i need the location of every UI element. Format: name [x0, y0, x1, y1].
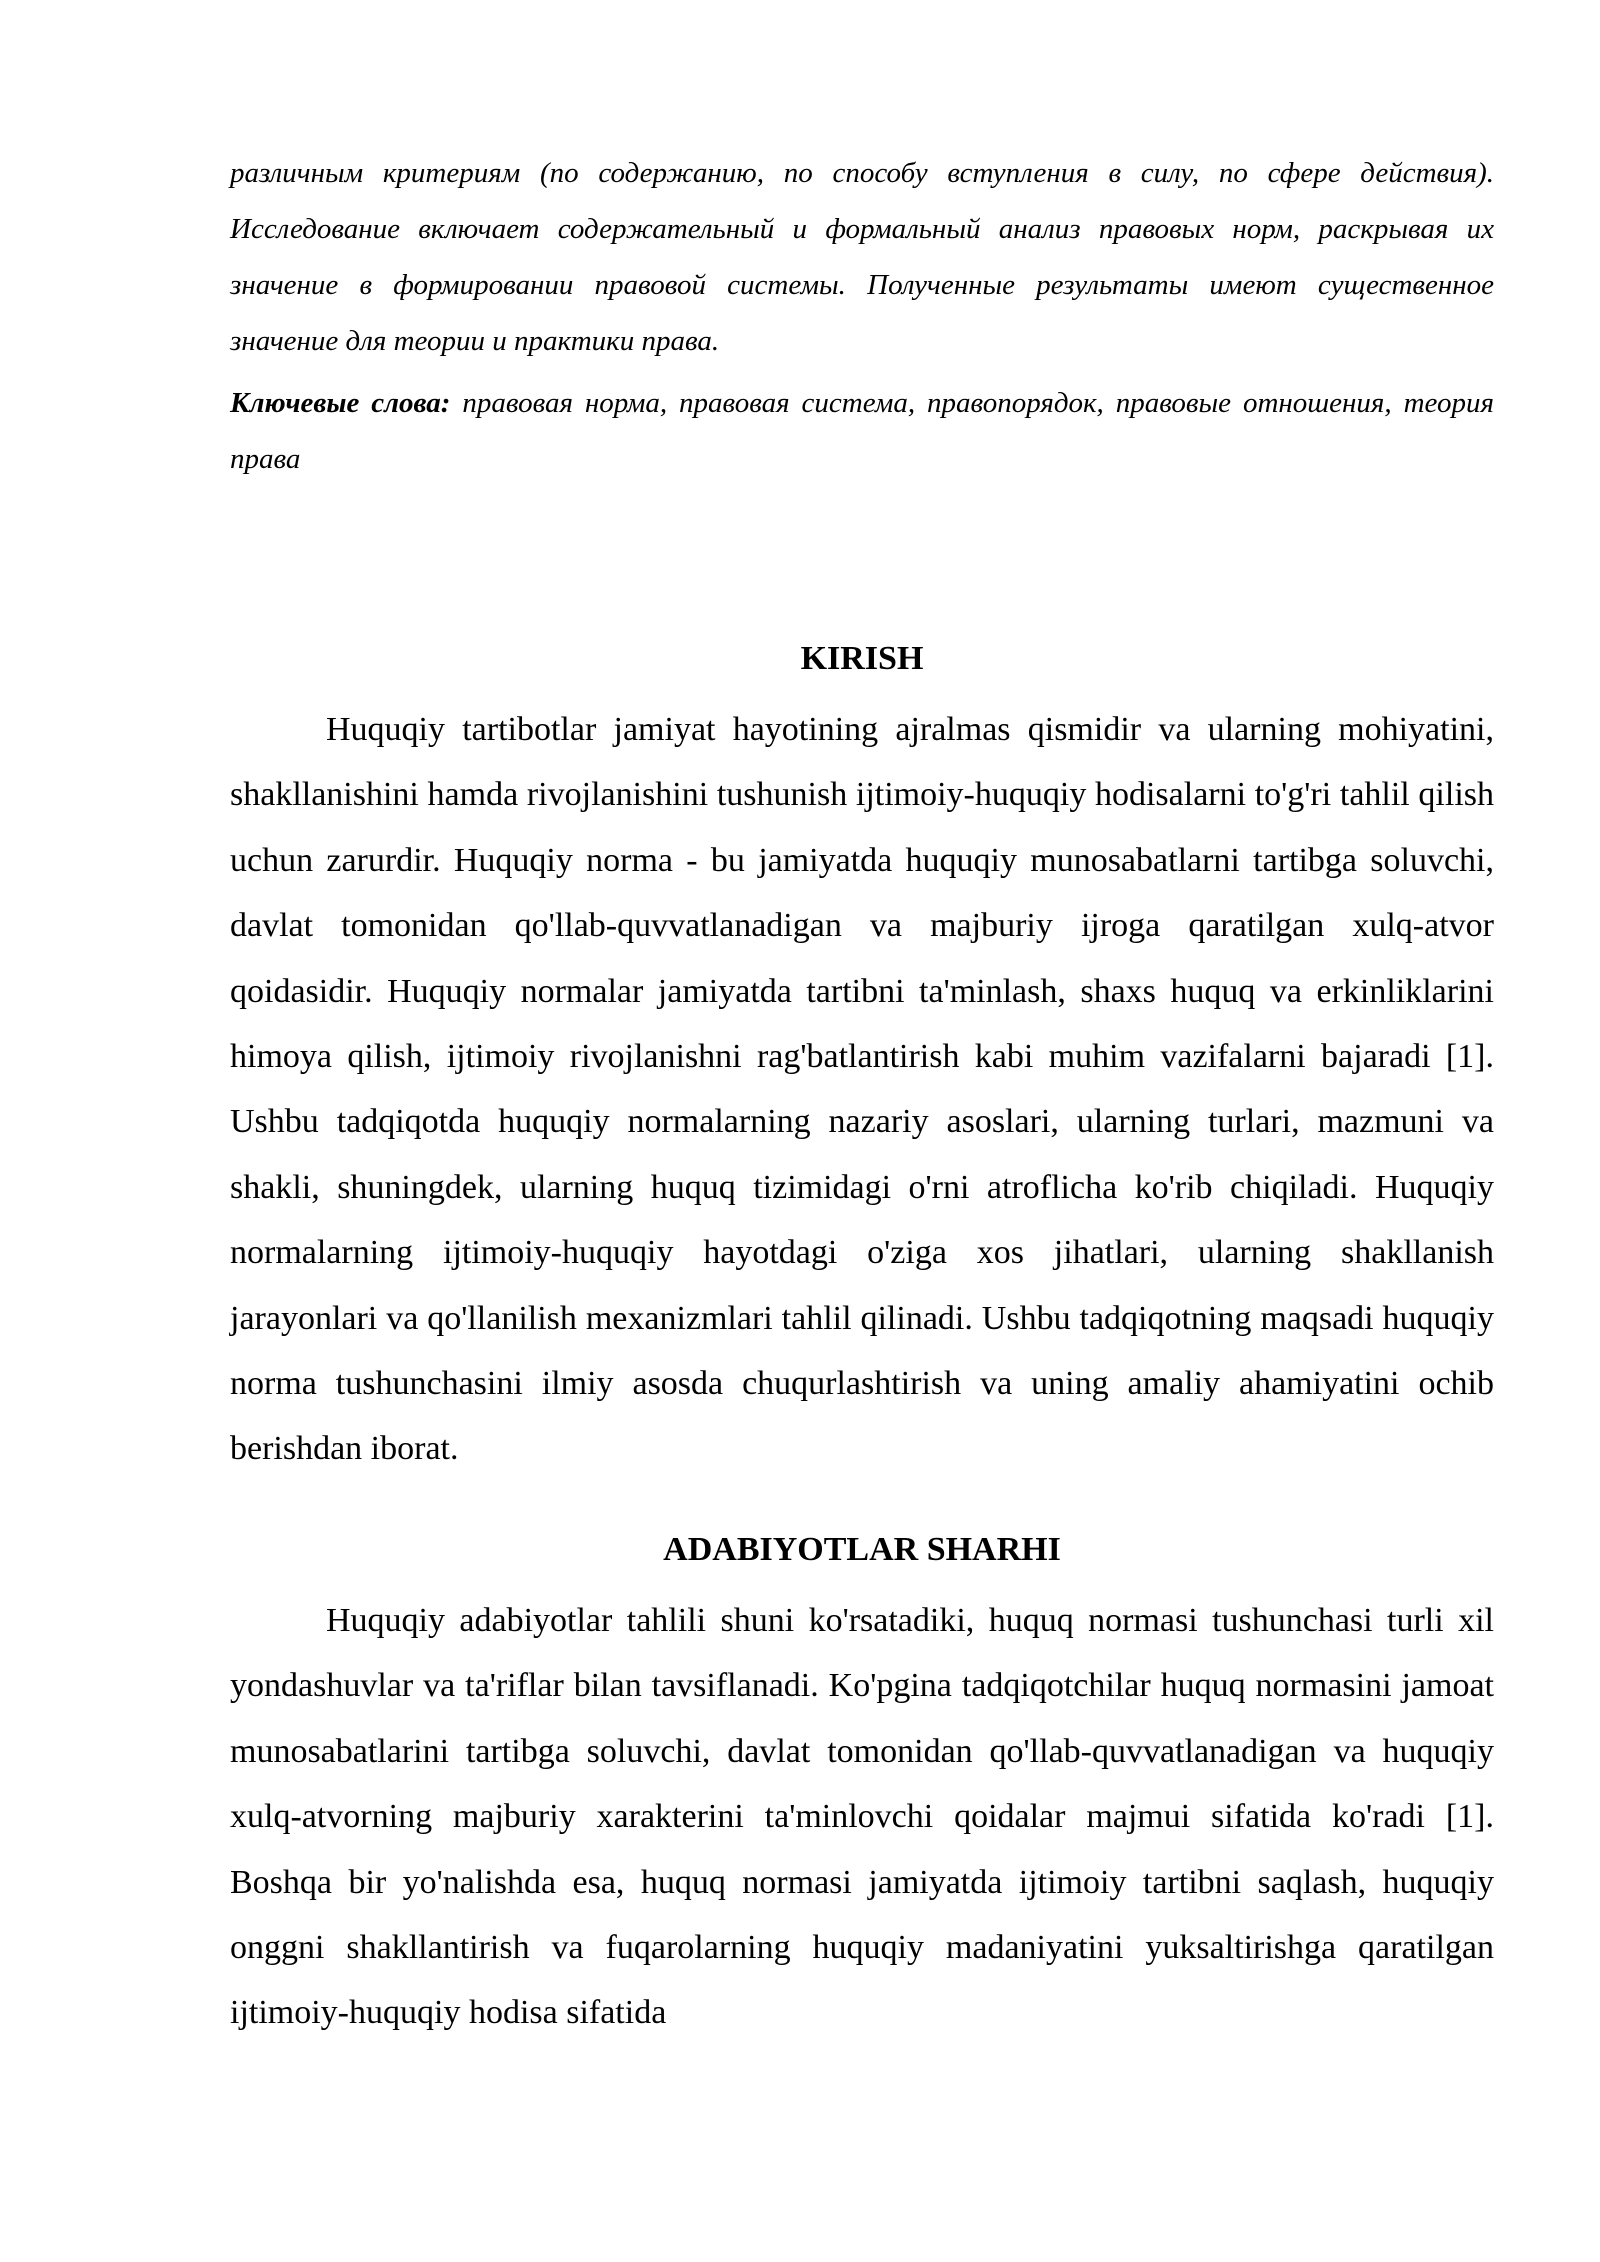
- keywords-list: правовая норма, правовая система, правопорядок, правовые отношения, теория права: [230, 387, 1494, 475]
- section-heading-adabiyotlar: ADABIYOTLAR SHARHI: [663, 1530, 1061, 1568]
- keywords-line: [230, 375, 1494, 487]
- keywords-label: Ключевые слова:: [230, 387, 451, 419]
- abstract-text: различным критериям (по содержанию, по способу вступления в силу, по сфере действия). Исследование включает содержательный и формальный анализ правовых норм, раскрывая их значение в формировании правовой системы. Полученные результаты имеют существенное значение для теории и практики права.: [230, 157, 1494, 357]
- section-heading-kirish: KIRISH: [800, 640, 924, 677]
- document-page: [230, 145, 1494, 2046]
- section-paragraph-adabiyotlar: Huquqiy adabiyotlar tahlili shuni ko'rsatadiki, huquq normasi tushunchasi turli xil yondashuvlar va ta'riflar bilan tavsiflanadi. Ko'pgina tadqiqotchilar huquq normasini jamoat munosabatlarini tartibga soluvchi, davlat tomonidan qo'llab-quvvatlanadigan va huquqiy xulq-atvorning majburiy xarakterini ta'minlovchi qoidalar majmui sifatida ko'radi [1]. Boshqa bir yo'nalishda esa, huquq normasi jamiyatda ijtimoiy tartibni saqlash, huquqiy onggni shakllantirish va fuqarolarning huquqiy madaniyatini yuksaltirishga qaratilgan ijtimoiy-huquqiy hodisa sifatida: [230, 1601, 1494, 2032]
- section-paragraph-kirish: Huquqiy tartibotlar jamiyat hayotining ajralmas qismidir va ularning mohiyatini, shakllanishini hamda rivojlanishini tushunish ijtimoiy-huquqiy hodisalarni to'g'ri tahlil qilish uchun zarurdir. Huquqiy norma - bu jamiyatda huquqiy munosabatlarni tartibga soluvchi, davlat tomonidan qo'llab-quvvatlanadigan va majburiy ijroga qaratilgan xulq-atvor qoidasidir. Huquqiy normalar jamiyatda tartibni ta'minlash, shaxs huquq va erkinliklarini himoya qilish, ijtimoiy rivojlanishni rag'batlantirish kabi muhim vazifalarni bajaradi [1]. Ushbu tadqiqotda huquqiy normalarning nazariy asoslari, ularning turlari, mazmuni va shakli, shuningdek, ularning huquq tizimidagi o'rni atroflicha ko'rib chiqiladi. Huquqiy normalarning ijtimoiy-huquqiy hayotdagi o'ziga xos jihatlari, ularning shakllanish jarayonlari va qo'llanilish mexanizmlari tahlil qilinadi. Ushbu tadqiqotning maqsadi huquqiy norma tushunchasini ilmiy asosda chuqurlashtirish va uning amaliy ahamiyatini ochib berishdan iborat.: [230, 711, 1494, 1468]
